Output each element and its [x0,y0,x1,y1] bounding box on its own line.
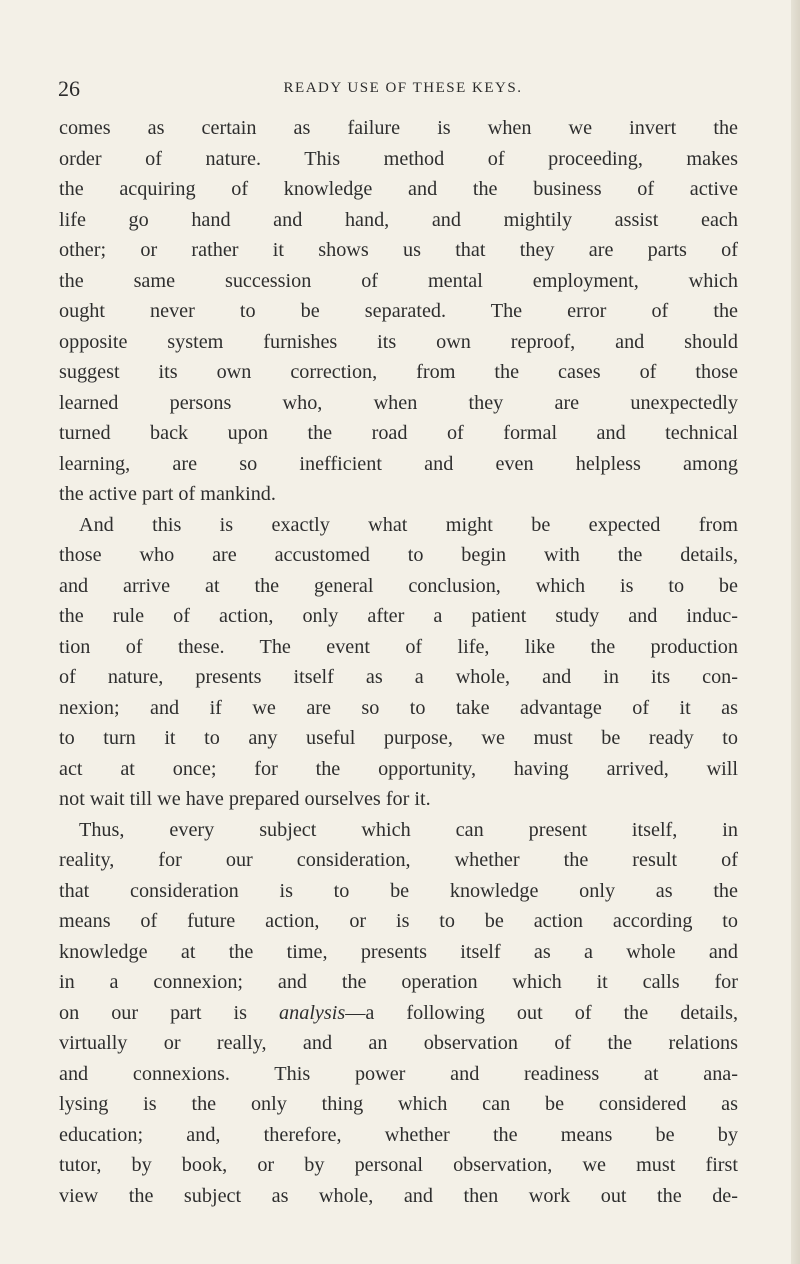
text-line [59,266,738,297]
text-line-content: education; and, therefore, whether the means be by [59,1123,738,1146]
text-line [59,876,738,907]
text-line-content: learned persons who, when they are unexpectedly [59,391,738,414]
text-line-content: And this is exactly what might be expected from [79,513,738,536]
body-text [59,113,738,1211]
text-line-content: act at once; for the opportunity, having arrived, will [59,757,738,780]
text-line [59,510,738,541]
text-line [59,296,738,327]
text-line-content: ought never to be separated. The error of the [59,300,738,322]
text-line-content: tion of these. The event of life, like the production [59,635,738,658]
text-line [59,998,738,1029]
text-line [59,571,738,602]
text-line [59,967,738,998]
text-line-content: those who are accustomed to begin with the details, [59,544,738,566]
text-line-content: lysing is the only thing which can be considered as [59,1093,738,1115]
text-line [59,479,738,510]
text-line-content: suggest its own correction, from the cases of those [59,361,738,383]
text-line-content: not wait till we have prepared ourselves for it. [59,788,431,810]
text-line-content: the rule of action, only after a patient study and induc- [59,605,738,627]
text-line-content: Thus, every subject which can present itself, in [79,818,738,841]
italic-term: analysis [279,1001,346,1024]
page-edge [791,0,800,1264]
text-line-content: of nature, presents itself as a whole, and in its con- [59,666,738,688]
text-line [59,174,738,205]
text-line [59,1150,738,1181]
text-line [59,357,738,388]
text-line [59,632,738,663]
text-line [59,1089,738,1120]
text-line [59,235,738,266]
text-line [59,723,738,754]
text-line [59,815,738,846]
text-line-content: turned back upon the road of formal and technical [59,422,738,444]
text-line-content: order of nature. This method of proceeding, makes [59,147,738,170]
text-line [59,1028,738,1059]
text-line [59,388,738,419]
text-line [59,754,738,785]
text-line [59,540,738,571]
text-line [59,1120,738,1151]
text-line-content: opposite system furnishes its own reproof, and should [59,330,738,353]
text-line-content: virtually or really, and an observation of the relations [59,1032,738,1054]
text-line [59,113,738,144]
text-line-content: the acquiring of knowledge and the business of active [59,178,738,200]
text-line-content: to turn it to any useful purpose, we must be ready to [59,727,738,749]
page-number: 26 [58,76,80,101]
text-line-content: on our part is [59,1001,280,1024]
text-line-content: the active part of mankind. [59,483,276,505]
text-line [59,662,738,693]
running-head: READY USE OF THESE KEYS. [283,80,523,96]
text-line-content: means of future action, or is to be action according to [59,910,738,932]
text-line-content: view the subject as whole, and then work out the de- [59,1184,738,1207]
text-line-content: life go hand and hand, and mightily assist each [59,208,738,231]
text-line [59,937,738,968]
text-line-content: and connexions. This power and readiness at ana- [59,1062,738,1085]
text-line [59,693,738,724]
text-line-content: comes as certain as failure is when we invert the [59,117,738,139]
text-line [59,418,738,449]
text-line [59,205,738,236]
text-line-content: in a connexion; and the operation which it calls for [59,971,738,993]
text-line [59,906,738,937]
text-line-content: learning, are so inefficient and even helpless among [59,452,738,475]
text-line-content: nexion; and if we are so to take advantage of it as [59,696,738,719]
text-line [59,144,738,175]
text-line [59,449,738,480]
text-line [59,845,738,876]
text-line [59,1059,738,1090]
text-line [59,1181,738,1212]
text-line-content: tutor, by book, or by personal observation, we must first [59,1154,738,1176]
text-line-content: and arrive at the general conclusion, which is to be [59,574,738,597]
text-line-content: that consideration is to be knowledge only as the [59,879,738,902]
text-line [59,327,738,358]
text-line-continuation: —a following out of the details, [345,1001,739,1024]
text-line [59,601,738,632]
text-line-content: reality, for our consideration, whether the result of [59,849,738,871]
text-line-content: other; or rather it shows us that they are parts of [59,239,738,261]
text-line-content: the same succession of mental employment, which [59,269,738,292]
text-line [59,784,738,815]
page-header [58,76,748,106]
text-line-content: knowledge at the time, presents itself as a whole and [59,940,738,963]
